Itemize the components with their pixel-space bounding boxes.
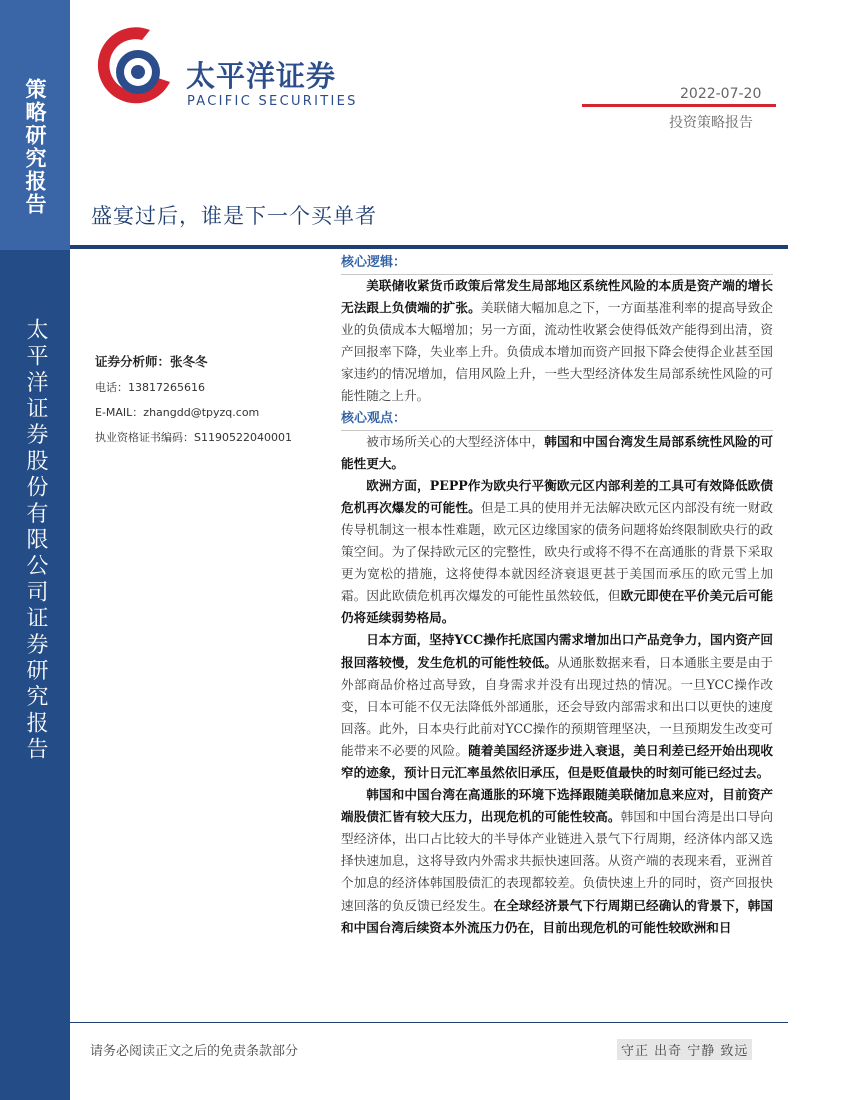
japan-bold-2: 随着美国经济逐步进入衰退，美日利差已经开始出现收窄的迹象，预计日元汇率虽然依旧承压，但是贬值最快的时刻可能已经过去。 — [341, 742, 774, 780]
core-views-heading: 核心观点： — [341, 408, 773, 431]
company-logo-icon — [90, 20, 178, 112]
analyst-phone: 电话：13817265616 — [95, 381, 205, 394]
analyst-line — [95, 352, 208, 370]
footer-divider — [70, 1022, 788, 1023]
core-logic-bold: 美联储收紧货币政策后常发生局部地区系统性风险的本质是资产端的增长无法跟上负债端的扩张。 — [341, 278, 773, 316]
sidebar-company-label: 太平洋证券股份有限公司证券研究报告 — [23, 318, 48, 764]
europe-text: 但是工具的使用并无法解决欧元区内部没有统一财政传导机制这一根本性难题，欧元区边缘国家的债务问题将始终限制欧央行的政策空间。为了保持欧元区的完整性，欧央行或将不得不在高通胀的背景下采取更为宽松的措施，这将使得本就因经济衰退更甚于美国而承压的欧元雪上加霜。因此欧债危机再次爆发的可能性虽然较低，但 — [341, 499, 774, 604]
report-title: 盛宴过后，谁是下一个买单者 — [91, 204, 377, 228]
logo-english-name: PACIFIC SECURITIES — [187, 94, 358, 109]
korea-bold-2: 在全球经济景气下行周期已经确认的背景下，韩国和中国台湾后续资本外流压力仍在，目前出现危机的可能性较欧洲和日 — [341, 897, 774, 935]
view-1-bold: 韩国和中国台湾发生局部系统性风险的可能性更大。 — [341, 433, 774, 471]
japan-bold: 日本方面，坚持YCC操作托底国内需求增加出口产品竞争力，国内资产回报回落较慢，发生危机的可能性较低。 — [341, 632, 773, 670]
analyst-email: E-MAIL：zhangdd@tpyzq.com — [95, 406, 260, 419]
analyst-name: 张冬冬 — [170, 354, 208, 369]
view-paragraph-1 — [341, 431, 773, 475]
left-sidebar — [0, 0, 70, 1100]
analyst-license: 执业资格证书编码：S1190522040001 — [95, 431, 292, 444]
analyst-label: 证券分析师： — [95, 354, 171, 369]
header-red-divider — [582, 104, 776, 107]
view-1-text: 被市场所关心的大型经济体中， — [366, 433, 545, 449]
footer-slogan: 守正 出奇 宁静 致远 — [617, 1039, 752, 1060]
europe-bold: 欧洲方面，PEPP作为欧央行平衡欧元区内部利差的工具可有效降低欧债危机再次爆发的可能性。 — [341, 477, 773, 515]
view-paragraph-japan — [341, 629, 773, 784]
japan-text: 从通胀数据来看，日本通胀主要是由于外部商品价格过高导致，自身需求并没有出现过热的情况。一旦YCC操作改变，日本可能不仅无法降低外部通胀，还会导致内部需求和出口以更快的速度回落。此外，日本央行此前对YCC操作的预期管理坚决，一旦预期发生改变可能带来不必要的风险。 — [341, 654, 774, 758]
view-paragraph-europe — [341, 475, 773, 630]
title-divider — [70, 245, 788, 249]
footer-disclaimer: 请务必阅读正文之后的免责条款部分 — [90, 1044, 299, 1059]
sidebar-category-label: 策略研究报告 — [23, 78, 47, 216]
core-logic-heading: 核心逻辑： — [341, 252, 773, 275]
sidebar-top-block — [0, 0, 70, 250]
korea-text: 韩国和中国台湾是出口导向型经济体，出口占比较大的半导体产业链进入景气下行周期，经济体内部又选择快速加息，这将导致内外需求共振快速回落。从资产端的表现来看，亚洲首个加息的经济体韩国股债汇的表现都较差。负债快速上升的同时，资产回报快速回落的负反馈已经发生。 — [341, 809, 774, 913]
europe-bold-2: 欧元即使在平价美元后可能仍将延续弱势格局。 — [341, 588, 774, 626]
report-date: 2022-07-20 — [680, 86, 762, 102]
report-type-label: 投资策略报告 — [669, 115, 753, 131]
core-logic-paragraph — [341, 275, 773, 408]
logo-chinese-name: 太平洋证券 — [186, 59, 337, 93]
korea-bold: 韩国和中国台湾在高通胀的环境下选择跟随美联储加息来应对，目前资产端股债汇皆有较大压力，出现危机的可能性较高。 — [341, 787, 773, 825]
main-content — [341, 252, 773, 939]
view-paragraph-korea-taiwan — [341, 784, 773, 939]
core-logic-text: 美联储大幅加息之下，一方面基准利率的提高导致企业的负债成本大幅增加；另一方面，流动性收紧会使得低效产能得到出清，资产回报率下降，失业率上升。负债成本增加而资产回报下降会使得企业甚至国家违约的情况增加，信用风险上升，一些大型经济体发生局部系统性风险的可能性随之上升。 — [341, 300, 774, 404]
